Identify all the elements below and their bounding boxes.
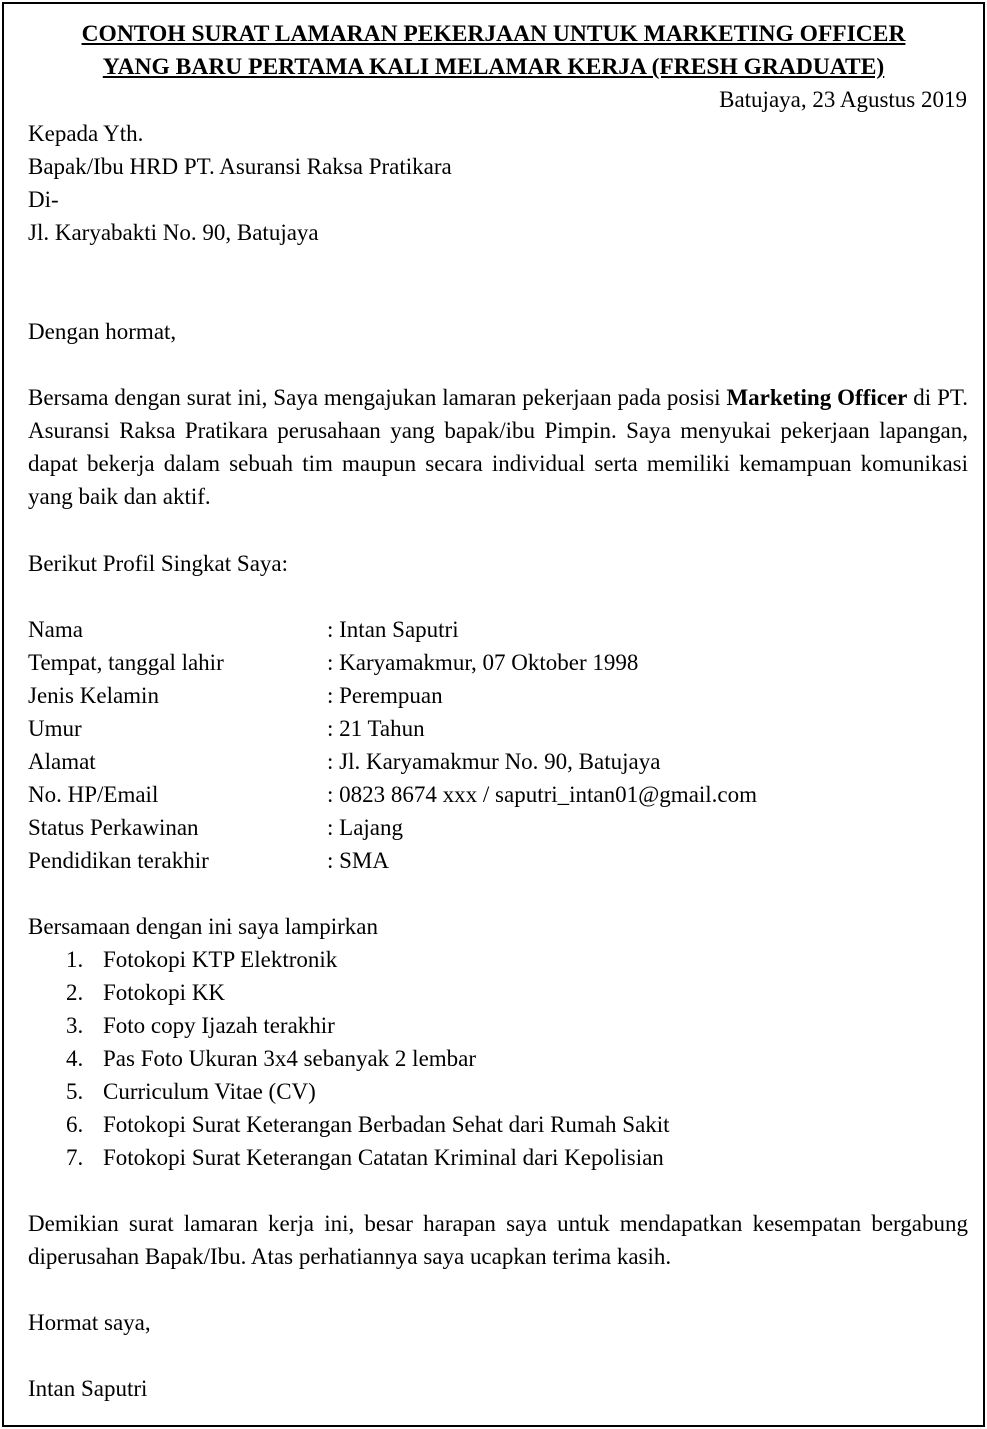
profile-label: Umur bbox=[28, 716, 82, 741]
list-item-number: 1. bbox=[66, 947, 84, 972]
list-item: Curriculum Vitae (CV) bbox=[103, 1079, 316, 1104]
profile-value: : Jl. Karyamakmur No. 90, Batujaya bbox=[327, 749, 661, 774]
opening-text-post: di PT. Asuransi Raksa Pratikara perusahaan yang bapak/ibu Pimpin. Saya menyukai pekerjaan lapangan, dapat bekerja dalam sebuah tim maupun secara individual serta memiliki kemampuan komunikasi yang baik dan aktif. bbox=[28, 385, 968, 509]
closing-paragraph: Demikian surat lamaran kerja ini, besar harapan saya untuk mendapatkan kesempatan bergabung diperusahan Bapak/Ibu. Atas perhatiannya saya ucapkan terima kasih. bbox=[28, 1211, 968, 1269]
recipient-line-1: Kepada Yth. bbox=[28, 121, 144, 146]
profile-value: : SMA bbox=[327, 848, 389, 873]
list-item-number: 6. bbox=[66, 1112, 84, 1137]
list-item: Pas Foto Ukuran 3x4 sebanyak 2 lembar bbox=[103, 1046, 477, 1071]
list-item-number: 3. bbox=[66, 1013, 84, 1038]
list-item: Fotokopi Surat Keterangan Catatan Kriminal dari Kepolisian bbox=[103, 1145, 664, 1170]
profile-label: Tempat, tanggal lahir bbox=[28, 650, 224, 675]
list-item: Fotokopi Surat Keterangan Berbadan Sehat dari Rumah Sakit bbox=[103, 1112, 670, 1137]
signature-name: Intan Saputri bbox=[28, 1376, 148, 1401]
opening-text-pre: Bersama dengan surat ini, Saya mengajukan lamaran pekerjaan pada posisi bbox=[28, 385, 727, 410]
profile-value: : 0823 8674 xxx / saputri_intan01@gmail.com bbox=[327, 782, 758, 807]
profile-value: : Intan Saputri bbox=[327, 617, 459, 642]
list-item-number: 2. bbox=[66, 980, 84, 1005]
opening-paragraph bbox=[28, 381, 968, 513]
recipient-line-2: Bapak/Ibu HRD PT. Asuransi Raksa Pratikara bbox=[28, 154, 452, 179]
list-item-number: 4. bbox=[66, 1046, 84, 1071]
list-item: Fotokopi KK bbox=[103, 980, 226, 1005]
profile-value: : 21 Tahun bbox=[327, 716, 425, 741]
letter-date: Batujaya, 23 Agustus 2019 bbox=[719, 87, 967, 112]
letter-title-line-1: CONTOH SURAT LAMARAN PEKERJAAN UNTUK MARKETING OFFICER bbox=[81, 21, 906, 47]
profile-intro: Berikut Profil Singkat Saya: bbox=[28, 551, 289, 576]
attachments-intro: Bersamaan dengan ini saya lampirkan bbox=[28, 914, 378, 939]
profile-value: : Karyamakmur, 07 Oktober 1998 bbox=[327, 650, 639, 675]
signoff: Hormat saya, bbox=[28, 1310, 151, 1335]
list-item: Foto copy Ijazah terakhir bbox=[103, 1013, 335, 1038]
recipient-line-3: Di- bbox=[28, 187, 59, 212]
position-name: Marketing Officer bbox=[726, 385, 908, 410]
letter-title-line-2: YANG BARU PERTAMA KALI MELAMAR KERJA (FRESH GRADUATE) bbox=[102, 54, 885, 80]
profile-label: Nama bbox=[28, 617, 83, 642]
profile-label: Status Perkawinan bbox=[28, 815, 199, 840]
list-item-number: 7. bbox=[66, 1145, 84, 1170]
profile-label: Jenis Kelamin bbox=[28, 683, 159, 708]
profile-label: No. HP/Email bbox=[28, 782, 159, 807]
profile-label: Pendidikan terakhir bbox=[28, 848, 209, 873]
greeting: Dengan hormat, bbox=[28, 319, 177, 344]
profile-label: Alamat bbox=[28, 749, 96, 774]
profile-value: : Lajang bbox=[327, 815, 403, 840]
profile-value: : Perempuan bbox=[327, 683, 443, 708]
list-item: Fotokopi KTP Elektronik bbox=[103, 947, 338, 972]
recipient-line-4: Jl. Karyabakti No. 90, Batujaya bbox=[28, 220, 319, 245]
list-item-number: 5. bbox=[66, 1079, 84, 1104]
